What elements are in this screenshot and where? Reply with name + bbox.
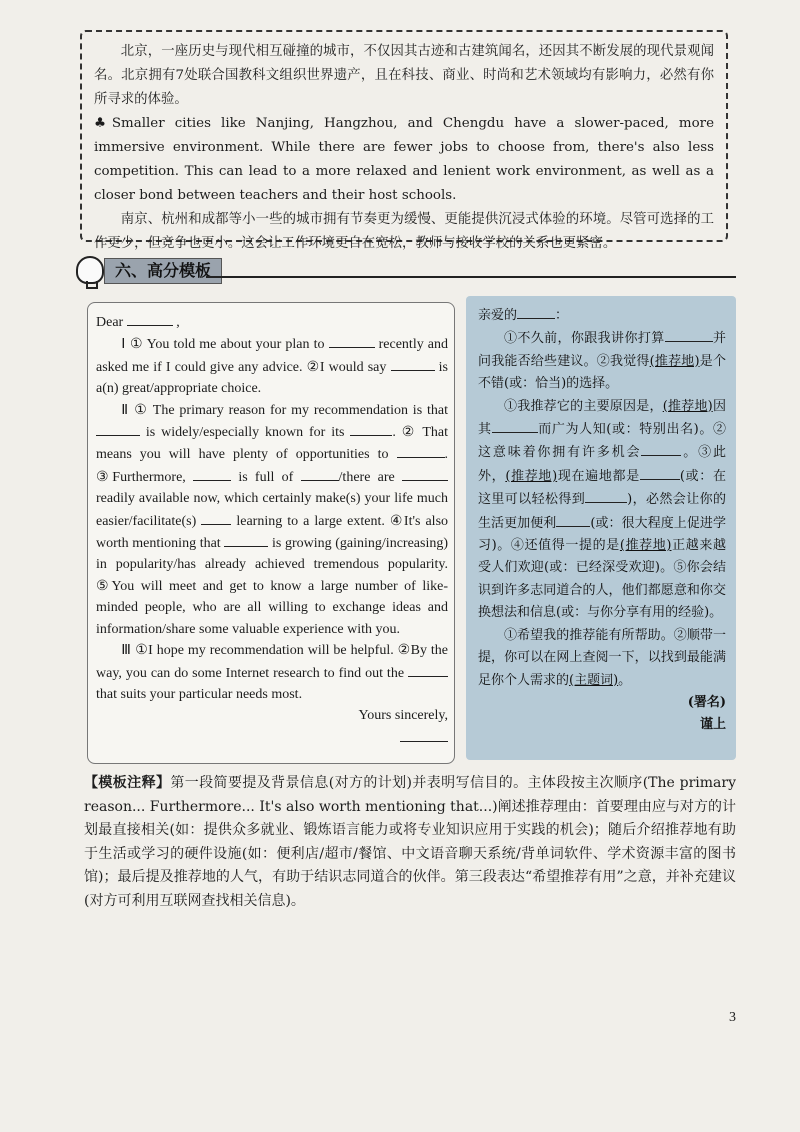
en-signature-line xyxy=(96,727,448,749)
intro-beijing-cn: 北京，一座历史与现代相互碰撞的城市，不仅因其古迹和古建筑闻名，还因其不断发展的现代景观闻名。北京拥有7处联合国教科文组织世界遗产，且在科技、商业、时尚和艺术领域均有影响力，必然有你所寻求的体验。 xyxy=(94,44,714,107)
blank-line xyxy=(556,512,590,527)
cn-paragraph-3: ①希望我的推荐能有所帮助。②顺带一提，你可以在网上查阅一下，以找到最能满足你个人需求的(主题词)。 xyxy=(478,627,726,688)
en-paragraph-1: Ⅰ ① You told me about your plan to recently and asked me if I could give any advice. ②I would say is a(n) great/appropriate choice. xyxy=(96,333,448,399)
blank-line xyxy=(641,441,681,456)
blank-line xyxy=(402,466,448,481)
intro-smaller-cities-en xyxy=(94,112,714,208)
section-rule xyxy=(206,276,736,278)
blank-line xyxy=(329,333,375,348)
blank-line xyxy=(127,311,173,326)
cn-closing: 谨上 xyxy=(699,717,726,733)
template-notes xyxy=(84,772,736,913)
blank-line xyxy=(397,443,445,458)
section-header xyxy=(76,252,736,288)
blank-line xyxy=(193,466,231,481)
section-title: 六、高分模板 xyxy=(104,258,222,284)
english-template-box xyxy=(87,302,455,764)
cn-paragraph-1: ①不久前，你跟我讲你打算 并问我能否给些建议。②我觉得(推荐地)是个不错(或：恰当)的选择。 xyxy=(478,327,726,395)
blank-line xyxy=(391,356,435,371)
page-number: 3 xyxy=(729,1010,736,1025)
lightbulb-icon xyxy=(76,256,104,284)
en-salutation: Dear , xyxy=(96,311,448,333)
en-paragraph-2: Ⅱ ① The primary reason for my recommendation is that is widely/especially known for its . ② That means you will have plenty of opportunities to . ③Furthermore, is full of /there are readily available now, which certainly make(s) your life much easier/facilitate(s) learning to a large extent. ④It's also worth mentioning that is growing (gaining/increasing) in popularity/has already achieved tremendous popularity. ⑤You will meet and get to know a large number of like-minded people, who are all willing to exchange ideas and information/share some valuable experience with you. xyxy=(96,402,449,637)
cn-paragraph-2: ①我推荐它的主要原因是，(推荐地)因其 而广为人知(或：特别出名)。②这意味着你拥有许多机会 。③此外，(推荐地)现在遍地都是 (或：在这里可以轻松得到 )，必然会让你的生活更加便利 (或：很大程度上促进学习)。④还值得一提的是(推荐地)正越来越受人们欢迎(或：已经深受欢迎)。⑤你会结识到许多志同道合的人，他们都愿意和你交换想法和信息(或：与你分享有用的经验)。 xyxy=(478,398,726,621)
blank-line xyxy=(585,488,627,503)
cn-signature: (署名) xyxy=(687,694,726,710)
blank-line xyxy=(201,510,231,525)
intro-smaller-cities-cn: 南京、杭州和成都等小一些的城市拥有节奏更为缓慢、更能提供沉浸式体验的环境。尽管可选择的工作更少，但竞争也更小。这会让工作环境更自在宽松，教师与接收学校的关系也更紧密。 xyxy=(94,212,714,251)
blank-line xyxy=(96,421,140,436)
en-paragraph-3: Ⅲ ①I hope my recommendation will be helpful. ②By the way, you can do some Internet research to find out the that suits your particular needs most. xyxy=(96,643,448,702)
cn-salutation: 亲爱的 ： xyxy=(478,304,726,327)
blank-line xyxy=(301,466,339,481)
blank-line xyxy=(350,421,392,436)
en-closing: Yours sincerely, xyxy=(358,708,448,724)
blank-line xyxy=(665,327,713,342)
blank-line xyxy=(517,304,555,319)
intro-dashed-box xyxy=(80,30,728,251)
notes-label: 【模板注释】 xyxy=(84,775,171,791)
notes-text: 第一段简要提及背景信息(对方的计划)并表明写信目的。主体段按主次顺序(The primary reason... Furthermore... It's also worth mentioning that...)阐述推荐理由：首要理由应与对方的计划最直接相关(如：提供众多就业、锻炼语言能力或将专业知识应用于实践的机会)；随后介绍推荐地有助于生活或学习的硬件设施(如：便利店/超市/餐馆、中文语音聊天系统/背单词软件、学术资源丰富的图书馆)；最后提及推荐地的人气，有助于结识志同道合的伙伴。第三段表达“希望推荐有用”之意，并补充建议(对方可利用互联网查找相关信息)。 xyxy=(84,775,736,909)
blank-line xyxy=(492,418,538,433)
club-icon: ♣ xyxy=(94,116,112,131)
blank-line xyxy=(408,662,448,677)
blank-line xyxy=(640,465,680,480)
blank-line xyxy=(400,727,448,742)
intro-smaller-en-text: Smaller cities like Nanjing, Hangzhou, and Chengdu have a slower-paced, more immersive environment. While there are fewer jobs to choose from, there's also less competition. This can lead to a more relaxed and lenient work environment, as well as a closer bond between teachers and their host schools. xyxy=(94,116,714,203)
chinese-template-box xyxy=(466,296,736,760)
blank-line xyxy=(224,532,268,547)
